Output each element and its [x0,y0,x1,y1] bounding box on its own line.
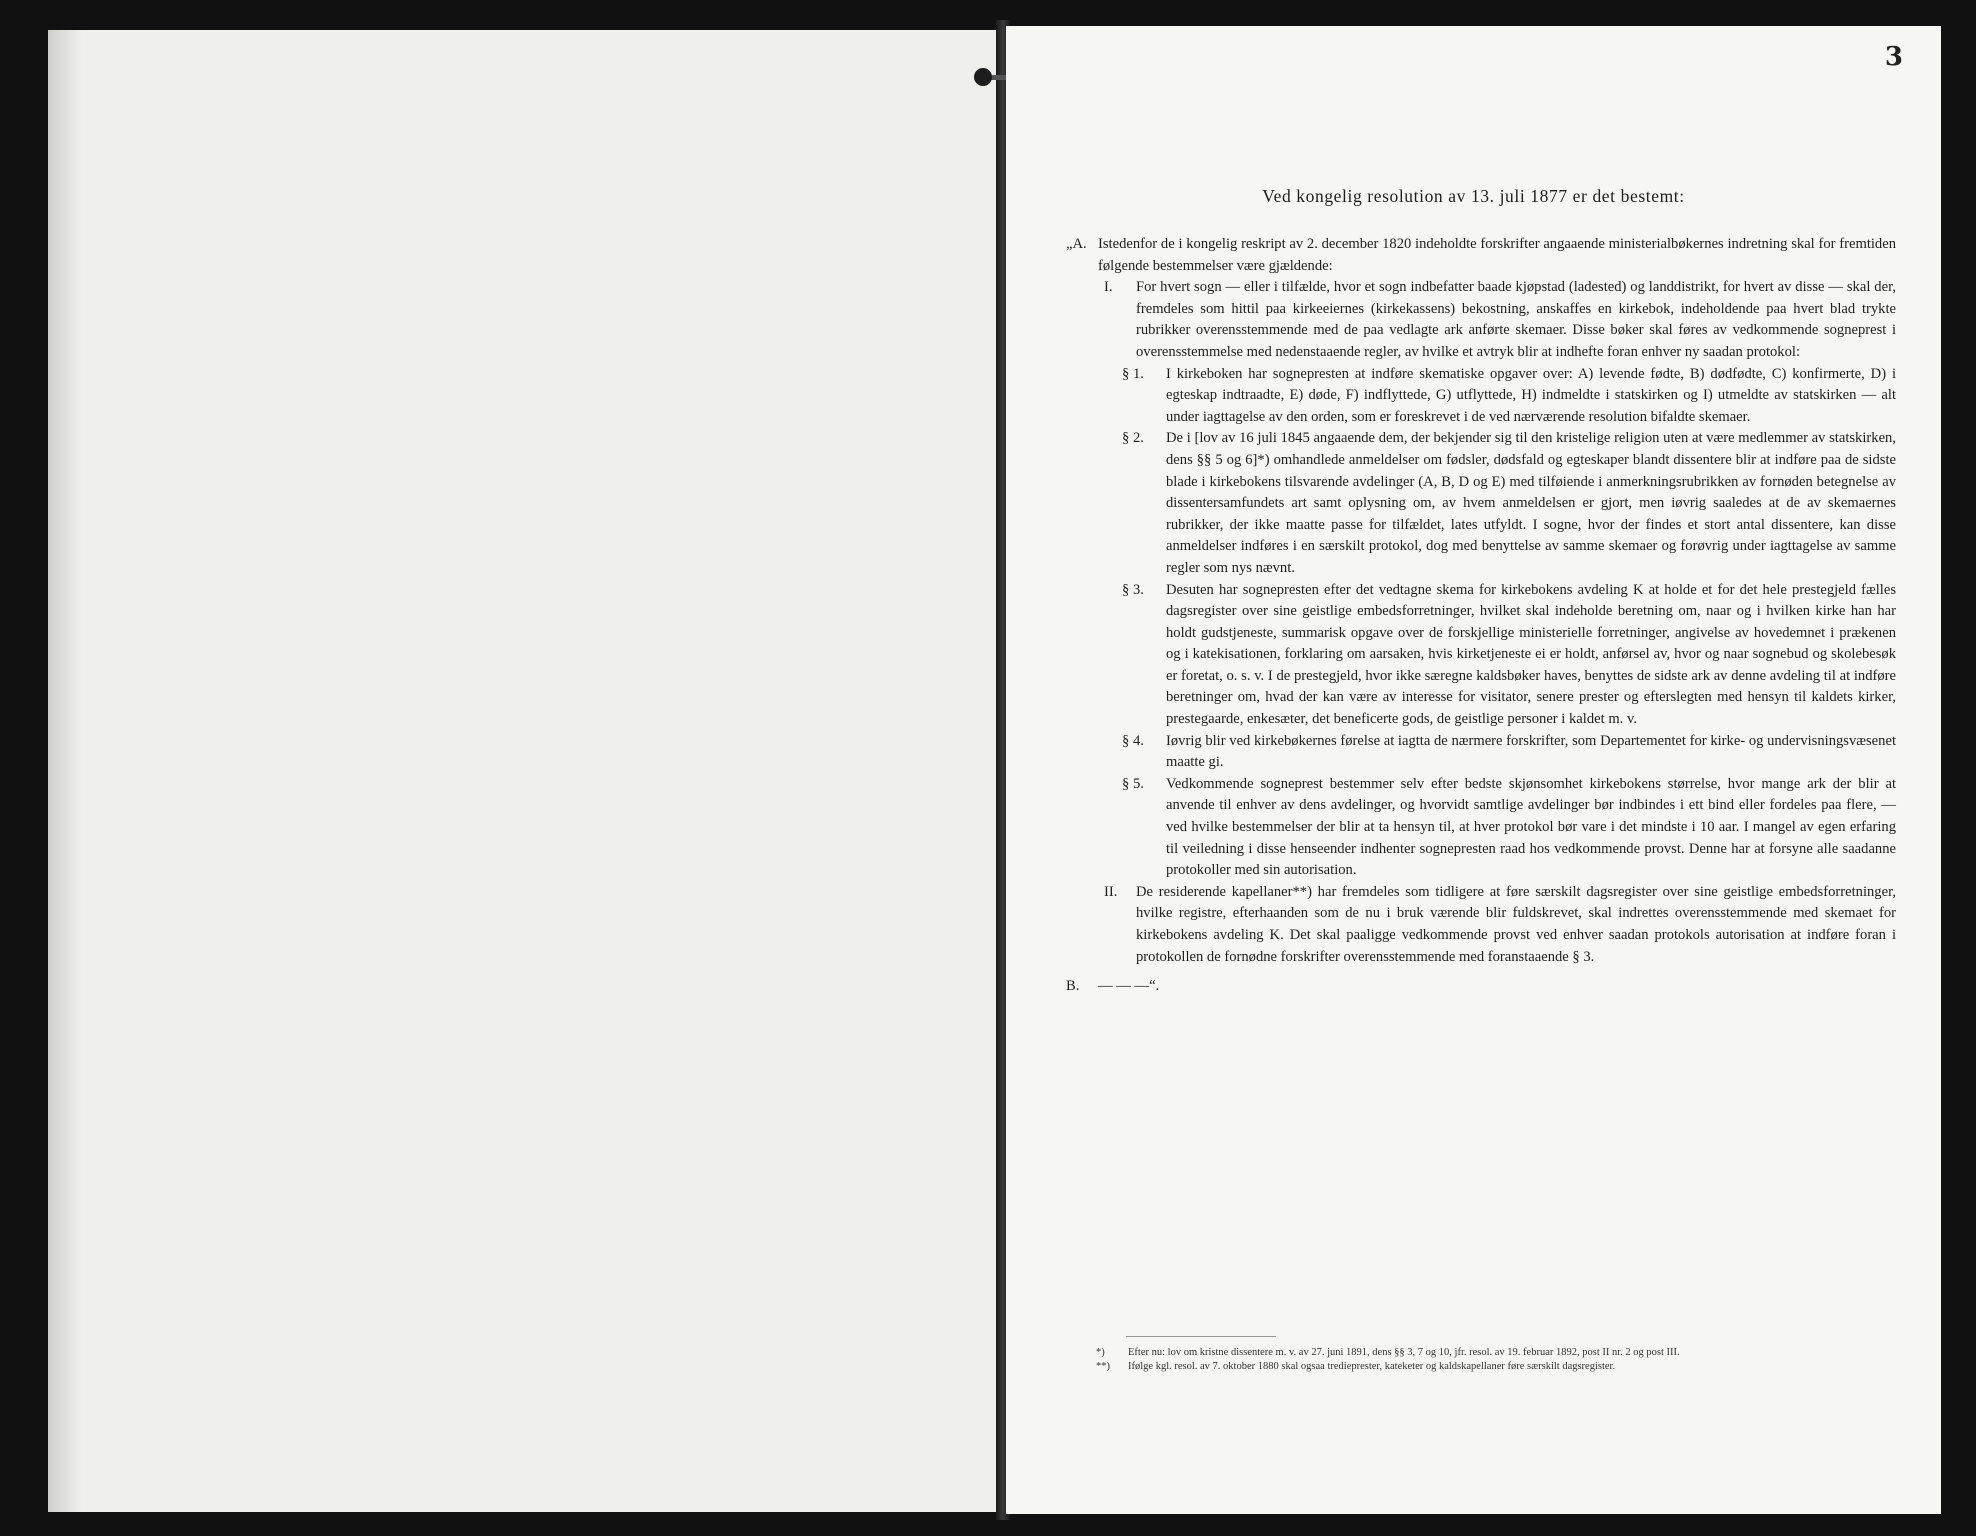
footnote-mark: *) [1096,1347,1105,1358]
footnote-mark: **) [1096,1361,1110,1372]
binding-clip-ring [974,68,992,86]
page-edge-shadow [48,30,82,1512]
item-ii-label: II. [1104,883,1118,900]
footnotes [1096,1346,1886,1374]
section-a-label: „A. [1066,236,1087,252]
footnote [1096,1346,1886,1360]
item-i-label: I. [1104,279,1113,296]
resolution-body [1066,234,1896,998]
section-a [1066,234,1896,277]
footnote-divider [1126,1336,1276,1337]
item-ii [1066,882,1896,968]
paragraph-4 [1066,731,1896,774]
paragraph-1 [1066,364,1896,429]
paragraph-5-text: Vedkommende sogneprest bestemmer selv efter bedste skjønsomhet kirkebokens størrelse, hvor mange ark der blir at anvende til enhver av dens avdelinger, og hvorvidt samtlige avdelinger bør indbindes i ett bind eller fordeles paa flere, — ved hvilke bestemmelser der blir at ta hensyn til, at hver protokol bør vare i det mindste i 10 aar. I mangel av egen erfaring til veiledning i disse henseender indhenter sognepresten raad hos vedkommende provst. Denne har at forsyne alle saadanne protokoller med sin autorisation. [1166,775,1896,879]
footnote-text: Ifølge kgl. resol. av 7. oktober 1880 skal ogsaa tredieprester, kateketer og kaldskapellaner føre særskilt dagsregister. [1128,1361,1616,1372]
paragraph-1-label: § 1. [1122,365,1144,382]
page-number: 3 [1884,42,1903,72]
section-b-text: — — —“. [1098,978,1160,995]
item-i-text: For hvert sogn — eller i tilfælde, hvor et sogn indbefatter baade kjøpstad (ladested) og landdistrikt, for hvert av disse — skal der, fremdeles som hittil paa kirkeeiernes (kirkekassens) bekostning, anskaffes en kirkebok, indeholdende paa hvert blad trykte rubrikker overensstemmende med de paa vedlagte ark anførte skemaer. Disse bøker skal føres av vedkommende sogneprest i overensstemmelse med nedenstaaende regler, av hvilke et avtryk blir at indhefte foran enhver ny saadan protokol: [1136,279,1896,360]
section-b [1066,976,1896,998]
paragraph-3-text: Desuten har sognepresten efter det vedtagne skema for kirkebokens avdeling K at holde et for det hele prestegjeld fælles dagsregister over sine geistlige embedsforretninger, hvilket skal indeholde beretning om, naar og i hvilken kirke han har holdt gudstjeneste, summarisk opgave over de forskjellige ministerielle forretninger, angivelse av hovedemnet i prækenen og i katekisationen, forklaring om aarsaken, hvis kirketjeneste ei er holdt, anførsel av, hvor og naar sognebud og skolebesøk er foretat, o. s. v. I de prestegjeld, hvor ikke særegne kaldsbøker haves, benyttes de sidste ark av denne avdeling til at indføre beretninger om, hvad der kan være av interesse for visitator, senere prester og efterslegten med hensyn til kaldets kirker, prestegaarde, enkesæter, det beneficerte gods, de geistlige personer i kaldet m. v. [1166,581,1896,728]
footnote [1096,1360,1886,1374]
left-page-blank [48,30,1010,1512]
paragraph-3-label: § 3. [1122,581,1144,598]
paragraph-5-label: § 5. [1122,775,1144,792]
item-i [1066,277,1896,363]
paragraph-2-text: De i [lov av 16 juli 1845 angaaende dem, der bekjender sig til den kristelige religion uten at være medlemmer av statskirken, dens §§ 5 og 6]*) omhandlede anmeldelser om fødsler, dødsfald og egteskaper blandt dissentere blir at indføre paa de sidste blade i kirkebokens tilsvarende avdelinger (A, B, D og E) med tilføiende i anmerkningsrubrikken av fornøden betegnelse av dissentersamfundets art samt oplysning om, av hvem anmeldelsen er gjort, men iøvrig saaledes at de av skemaernes rubrikker, der ikke maatte passe for tilfældet, lates utfyldt. I sogne, hvor der findes et stort antal dissentere, kan disse anmeldelser indføres i en særskilt protokol, dog med benyttelse av samme skemaer og forøvrig under iagttagelse av samme regler som nys nævnt. [1166,430,1896,576]
paragraph-5 [1066,774,1896,882]
section-a-text: Istedenfor de i kongelig reskript av 2. december 1820 indeholdte forskrifter angaaende ministerialbøkernes indretning skal for fremtiden følgende bestemmelser være gjældende: [1098,236,1896,274]
item-ii-text: De residerende kapellaner**) har fremdeles som tidligere at føre særskilt dagsregister over sine geistlige embedsforretninger, hvilke registre, efterhaanden som de nu i bruk værende blir fuldskrevet, skal indrettes overensstemmende med skemaet for kirkebokens avdeling K. Det skal paaligge vedkommende provst ved enhver saadan protokols autorisation at indføre foran i protokollen de fornødne forskrifter overensstemmende med foranstaaende § 3. [1136,883,1896,965]
paragraph-2 [1066,428,1896,579]
section-b-label: B. [1066,978,1080,995]
paragraph-4-text: Iøvrig blir ved kirkebøkernes førelse at iagtta de nærmere forskrifter, som Departementet for kirke- og undervisningsvæsenet maatte gi. [1166,732,1896,771]
resolution-heading: Ved kongelig resolution av 13. juli 1877 er det bestemt: [1262,186,1685,206]
paragraph-3 [1066,580,1896,731]
paragraph-2-label: § 2. [1122,430,1144,447]
right-page [1006,26,1941,1514]
paragraph-1-text: I kirkeboken har sognepresten at indføre skematiske opgaver over: A) levende fødte, B) dødfødte, C) konfirmerte, D) i egteskap indtraadte, E) døde, F) indflyttede, G) utflyttede, H) indmeldte i statskirken og I) utmeldte av statskirken — alt under iagttagelse av den orden, som er foreskrevet i de ved nærværende resolution bifaldte skemaer. [1166,365,1896,425]
paragraph-4-label: § 4. [1122,732,1144,749]
footnote-text: Efter nu: lov om kristne dissentere m. v. av 27. juni 1891, dens §§ 3, 7 og 10, jfr. resol. av 19. februar 1892, post II nr. 2 og post III. [1128,1347,1680,1358]
